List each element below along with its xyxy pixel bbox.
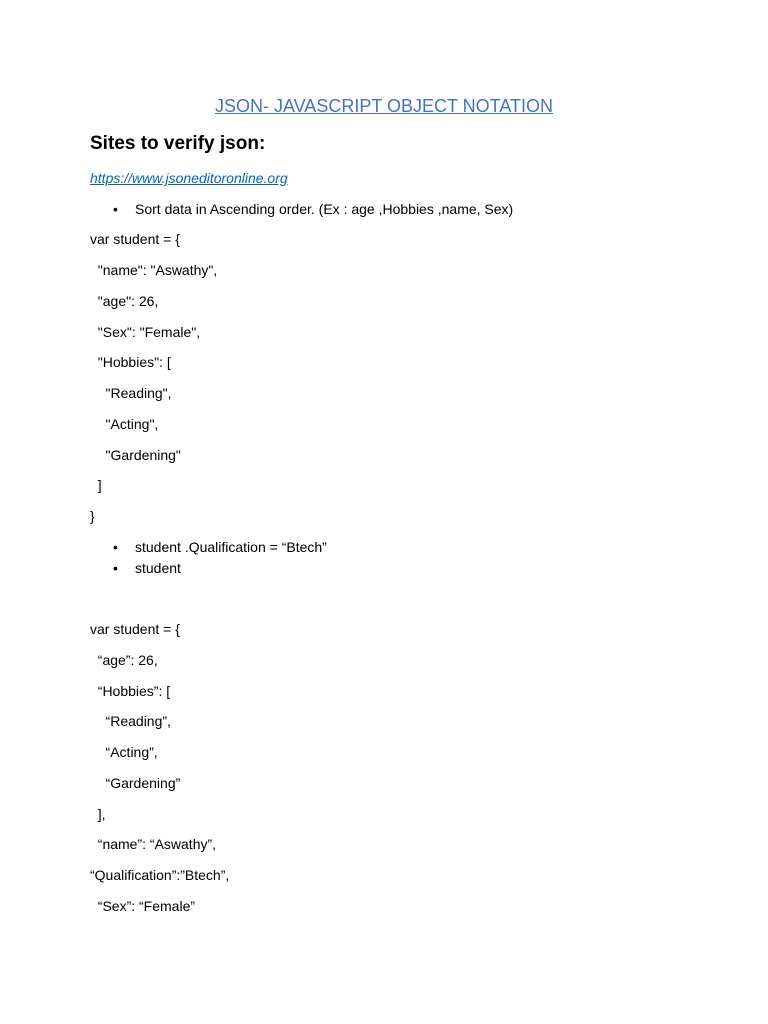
code-line: "Acting",	[90, 416, 159, 432]
code-line: “Hobbies”: [	[90, 683, 171, 699]
code-line: "name": "Aswathy",	[90, 262, 218, 278]
bullet-icon: •	[113, 560, 118, 576]
bullet-icon: •	[113, 539, 118, 555]
document-title: JSON- JAVASCRIPT OBJECT NOTATION	[214, 96, 554, 116]
bullet-text: student .Qualification = “Btech”	[135, 539, 327, 555]
code-line: var student = {	[90, 621, 180, 637]
code-line: var student = {	[90, 231, 180, 247]
code-line: "Gardening"	[90, 447, 181, 463]
code-line: “Acting”,	[90, 744, 158, 760]
code-line: “name”: “Aswathy”,	[90, 836, 217, 852]
section-heading: Sites to verify json:	[90, 133, 266, 154]
code-line: “Gardening”	[90, 775, 181, 791]
code-line: “age”: 26,	[90, 652, 158, 668]
code-line: "Sex": "Female",	[90, 324, 201, 340]
code-line: “Reading”,	[90, 713, 171, 729]
json-editor-link[interactable]: https://www.jsoneditoronline.org	[90, 170, 288, 186]
code-line: “Qualification”:”Btech”,	[90, 867, 230, 883]
code-line: "Hobbies": [	[90, 354, 171, 370]
code-line: “Sex”: “Female”	[90, 898, 196, 914]
bullet-icon: •	[113, 201, 118, 217]
code-line: ],	[90, 806, 106, 822]
bullet-text: Sort data in Ascending order. (Ex : age ,Hobbies ,name, Sex)	[135, 201, 514, 217]
code-line: ]	[90, 477, 102, 493]
bullet-text: student	[135, 560, 181, 576]
code-line: }	[90, 508, 95, 524]
code-line: "age": 26,	[90, 293, 159, 309]
code-line: "Reading",	[90, 385, 172, 401]
